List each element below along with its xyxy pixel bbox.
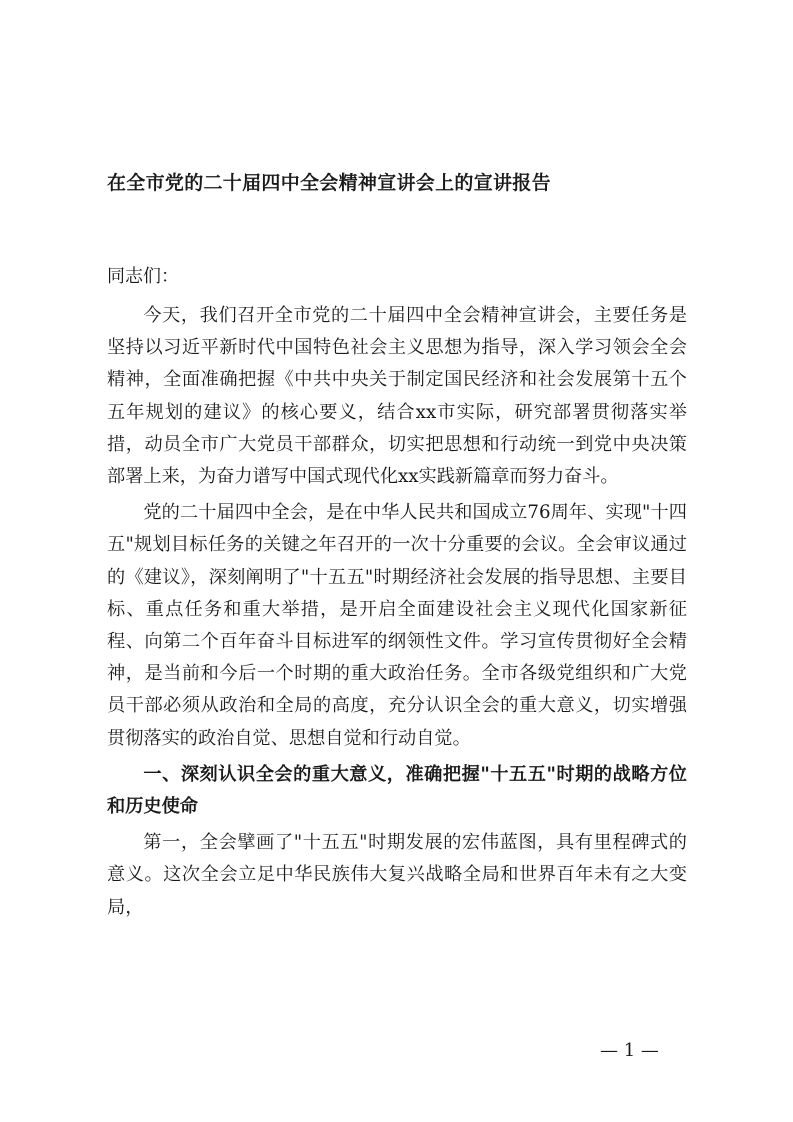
page-number: — 1 — bbox=[600, 1040, 659, 1061]
section-heading-1: 一、深刻认识全会的重大意义，准确把握"十五五"时期的战略方位和历史使命 bbox=[107, 763, 687, 818]
salutation: 同志们： bbox=[107, 266, 179, 287]
document-title: 在全市党的二十届四中全会精神宣讲会上的宣讲报告 bbox=[107, 172, 551, 194]
paragraph-3: 第一，全会擘画了"十五五"时期发展的宏伟蓝图，具有里程碑式的意义。这次全会立足中华民族伟大复兴战略全局和世界百年未有之大变局， bbox=[107, 832, 687, 918]
paragraph-2: 党的二十届四中全会，是在中华人民共和国成立76周年、实现"十四五"规划目标任务的关键之年召开的一次十分重要的会议。全会审议通过的《建议》，深刻阐明了"十五五"时期经济社会发展的指导思想、主要目标、重点任务和重大举措，是开启全面建设社会主义现代化国家新征程、向第二个百年奋斗目标进军的纲领性文件。学习宣传贯彻好全会精神，是当前和今后一个时期的重大政治任务。全市各级党组织和广大党员干部必须从政治和全局的高度，充分认识全会的重大意义，切实增强贯彻落实的政治自觉、思想自觉和行动自觉。 bbox=[107, 502, 687, 749]
document-body bbox=[107, 300, 687, 924]
paragraph-1: 今天，我们召开全市党的二十届四中全会精神宣讲会，主要任务是坚持以习近平新时代中国特色社会主义思想为指导，深入学习领会全会精神，全面准确把握《中共中央关于制定国民经济和社会发展第十五个五年规划的建议》的核心要义，结合xx市实际，研究部署贯彻落实举措，动员全市广大党员干部群众，切实把思想和行动统一到党中央决策部署上来，为奋力谱写中国式现代化xx实践新篇章而努力奋斗。 bbox=[107, 305, 687, 488]
